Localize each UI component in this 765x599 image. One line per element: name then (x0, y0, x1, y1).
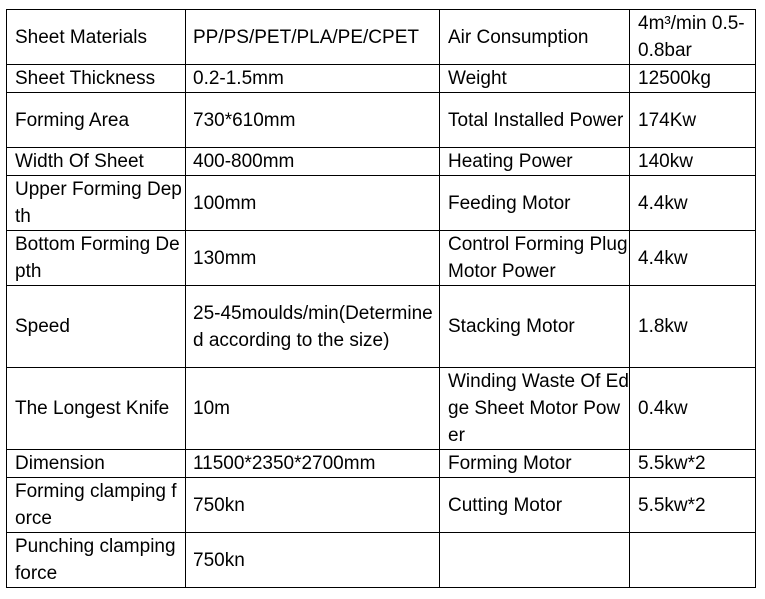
parameter-name: The Longest Knife (7, 368, 186, 450)
parameter-name: Heating Power (440, 148, 630, 176)
parameter-name: Stacking Motor (440, 286, 630, 368)
parameter-name: Feeding Motor (440, 176, 630, 231)
parameter-name: Dimension (7, 450, 186, 478)
table-row (7, 286, 756, 368)
parameter-value: 10m (186, 368, 440, 450)
parameter-value: 12500kg (630, 65, 756, 93)
specification-table (6, 9, 756, 588)
table-row (7, 10, 756, 65)
table-row (7, 176, 756, 231)
parameter-name: Punching clamping force (7, 533, 186, 588)
table-row (7, 533, 756, 588)
table-row (7, 93, 756, 148)
parameter-name: Air Consumption (440, 10, 630, 65)
parameter-value: 730*610mm (186, 93, 440, 148)
parameter-name: Control Forming Plug Motor Power (440, 231, 630, 286)
parameter-name: Sheet Thickness (7, 65, 186, 93)
parameter-name: Weight (440, 65, 630, 93)
parameter-value: 4m³/min 0.5-0.8bar (630, 10, 756, 65)
parameter-name: Winding Waste Of Edge Sheet Motor Power (440, 368, 630, 450)
parameter-name: Upper Forming Depth (7, 176, 186, 231)
parameter-value: 400-800mm (186, 148, 440, 176)
parameter-value: 174Kw (630, 93, 756, 148)
parameter-value: 140kw (630, 148, 756, 176)
parameter-name: Forming Area (7, 93, 186, 148)
parameter-value: 0.4kw (630, 368, 756, 450)
table-row (7, 478, 756, 533)
parameter-name: Speed (7, 286, 186, 368)
parameter-value (630, 533, 756, 588)
table-row (7, 231, 756, 286)
parameter-value: PP/PS/PET/PLA/PE/CPET (186, 10, 440, 65)
parameter-value: 750kn (186, 533, 440, 588)
parameter-value: 5.5kw*2 (630, 450, 756, 478)
parameter-value: 1.8kw (630, 286, 756, 368)
parameter-value: 25-45moulds/min(Determined according to the size) (186, 286, 440, 368)
parameter-value: 4.4kw (630, 176, 756, 231)
parameter-value: 100mm (186, 176, 440, 231)
table-row (7, 65, 756, 93)
parameter-name: Forming Motor (440, 450, 630, 478)
parameter-name (440, 533, 630, 588)
parameter-value: 750kn (186, 478, 440, 533)
parameter-value: 11500*2350*2700mm (186, 450, 440, 478)
table-row (7, 148, 756, 176)
parameter-name: Cutting Motor (440, 478, 630, 533)
table-row (7, 368, 756, 450)
parameter-value: 4.4kw (630, 231, 756, 286)
parameter-name: Forming clamping force (7, 478, 186, 533)
table-row (7, 450, 756, 478)
parameter-name: Sheet Materials (7, 10, 186, 65)
parameter-name: Total Installed Power (440, 93, 630, 148)
parameter-value: 130mm (186, 231, 440, 286)
parameter-value: 0.2-1.5mm (186, 65, 440, 93)
parameter-name: Width Of Sheet (7, 148, 186, 176)
parameter-name: Bottom Forming Depth (7, 231, 186, 286)
parameter-value: 5.5kw*2 (630, 478, 756, 533)
